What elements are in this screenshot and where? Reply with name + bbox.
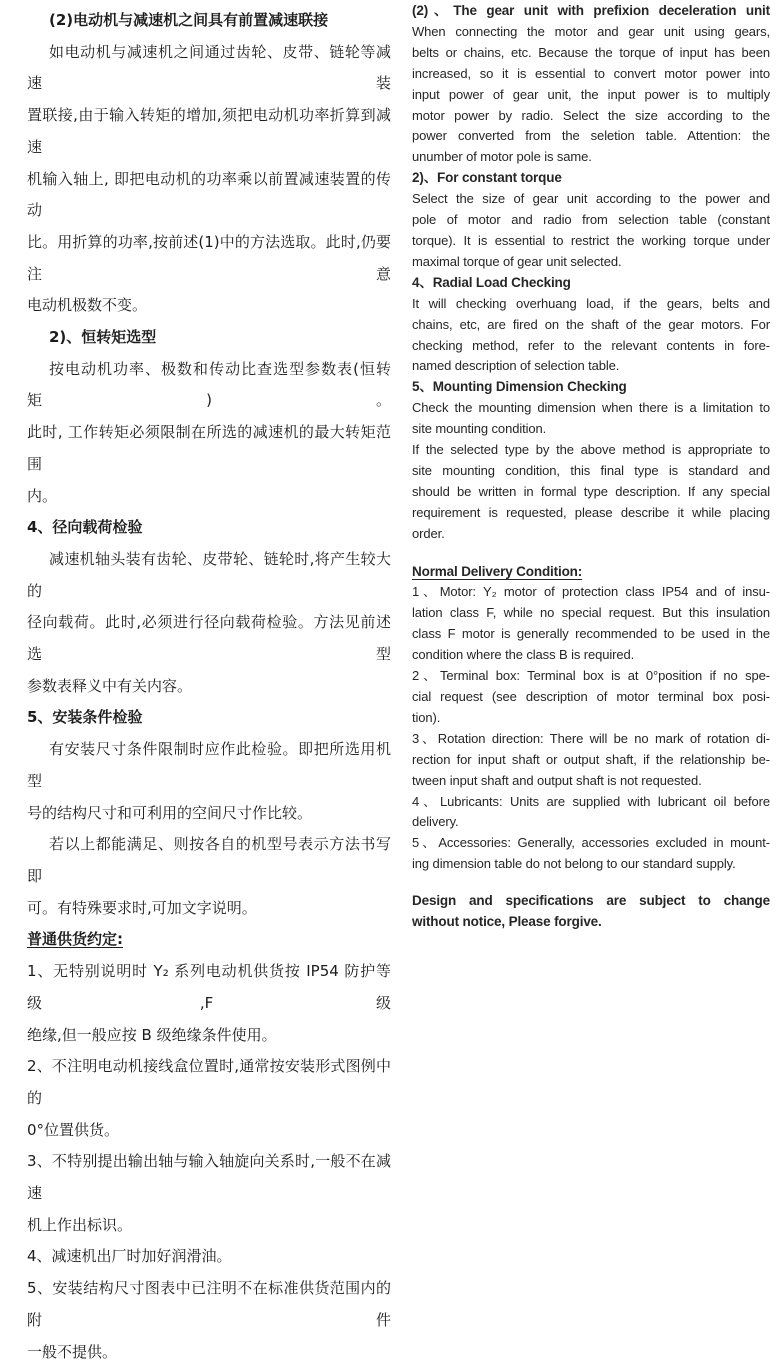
para-mounting-condition-1-cn bbox=[27, 734, 391, 829]
text-line: If the selected type by the above method is appropriate to bbox=[412, 442, 770, 458]
text-line: increased, so it is essential to convert motor power into bbox=[412, 65, 770, 81]
text-line: 若以上都能满足、则按各自的机型号表示方法书写即 bbox=[27, 835, 391, 885]
delivery-item-2-en bbox=[412, 666, 770, 729]
para-prefix-reduction-cn bbox=[27, 37, 391, 322]
text-line: lation class F, while no special request. But this insulation bbox=[412, 605, 770, 621]
text-line: 置联接,由于输入转矩的增加,须把电动机功率折算到减速 bbox=[27, 106, 391, 156]
delivery-item-1-en bbox=[412, 582, 770, 666]
heading-constant-torque-cn: 2)、恒转矩选型 bbox=[49, 328, 157, 347]
text-line: 径向载荷。此时,必须进行径向载荷检验。方法见前述选型 bbox=[27, 613, 391, 664]
text-line: maximal torque of gear unit selected. bbox=[412, 253, 622, 269]
text-line: 1、无特别说明时 Y₂ 系列电动机供货按 IP54 防护等级,F 级 bbox=[27, 962, 391, 1012]
text-line: 可。有特殊要求时,可加文字说明。 bbox=[27, 898, 257, 917]
text-line: pole of motor and radio from selection table (constant bbox=[412, 212, 770, 228]
text-line: torque). It is essential to restrict the working torque under bbox=[412, 232, 770, 248]
text-line: unumber of motor pole is same. bbox=[412, 149, 592, 165]
para-mounting-dimension-2-en bbox=[412, 440, 770, 545]
delivery-item-1-cn bbox=[27, 956, 391, 1051]
heading-normal-delivery-cn: 普通供货约定: bbox=[27, 930, 123, 949]
text-line: 减速机轴头装有齿轮、皮带轮、链轮时,将产生较大的 bbox=[27, 549, 391, 600]
delivery-item-4-en bbox=[412, 792, 770, 834]
text-line: 一般不提供。 bbox=[27, 1342, 118, 1361]
delivery-item-2-cn bbox=[27, 1051, 391, 1146]
para-mounting-dimension-1-en bbox=[412, 398, 770, 440]
text-line: 4、减速机出厂时加好润滑油。 bbox=[27, 1247, 232, 1266]
heading-prefix-reduction-cn: (2)电动机与减速机之间具有前置减速联接 bbox=[49, 11, 329, 29]
para-radial-load-cn bbox=[27, 544, 391, 703]
para-constant-torque-cn bbox=[27, 354, 391, 513]
heading-radial-load-en: 4、Radial Load Checking bbox=[412, 274, 571, 290]
text-line: power converted from the seletion table. Attention: the bbox=[412, 128, 770, 144]
text-line: cial request (see description of motor terminal box posi- bbox=[412, 689, 770, 704]
text-line: 内。 bbox=[27, 486, 58, 505]
delivery-item-4-cn bbox=[27, 1241, 391, 1273]
text-line: 5、Accessories: Generally, accessories excluded in mount- bbox=[412, 835, 770, 851]
text-line: requirement is requested, please describe it while placing bbox=[412, 504, 770, 520]
text-line: Check the mounting dimension when there is a limitation to bbox=[412, 400, 770, 416]
heading-constant-torque-en: 2)、For constant torque bbox=[412, 170, 562, 186]
text-line: 4、Lubricants: Units are supplied with lubricant oil before bbox=[412, 793, 770, 809]
para-constant-torque-en bbox=[412, 189, 770, 273]
delivery-item-5-cn bbox=[27, 1273, 391, 1368]
text-line: rection for input shaft or output shaft, if the relationship be- bbox=[412, 751, 770, 767]
text-line: 3、Rotation direction: There will be no mark of rotation di- bbox=[412, 730, 770, 746]
heading-mounting-condition-cn: 5、安装条件检验 bbox=[27, 708, 143, 727]
text-line: belts or chains, etc. Because the torque of input has been bbox=[412, 44, 770, 60]
text-line: checking method, refer to the relevant contents in fore- bbox=[412, 337, 770, 353]
text-line: 号的结构尺寸和可利用的空间尺寸作比较。 bbox=[27, 803, 313, 822]
text-line: class F motor is generally recommended to be used in the bbox=[412, 626, 770, 642]
text-line: order. bbox=[412, 525, 445, 541]
closing-disclaimer bbox=[412, 891, 770, 933]
text-line: 有安装尺寸条件限制时应作此检验。即把所选用机型 bbox=[27, 740, 391, 790]
heading-mounting-dimension-en: 5、Mounting Dimension Checking bbox=[412, 379, 627, 395]
text-line: tween input shaft and output shaft is not requested. bbox=[412, 772, 702, 788]
para-prefix-reduction-en bbox=[412, 22, 770, 168]
delivery-item-3-en bbox=[412, 729, 770, 792]
text-line: 5、安装结构尺寸图表中已注明不在标准供货范围内的附件 bbox=[27, 1279, 391, 1329]
text-line: chains, etc, are fired on the shaft of the gear motors. For bbox=[412, 316, 770, 332]
text-line: condition where the class B is required. bbox=[412, 647, 635, 663]
text-line: Select the size of gear unit according to the power and bbox=[412, 191, 770, 207]
text-line: 电动机极数不变。 bbox=[27, 296, 148, 315]
text-line: 2、Terminal box: Terminal box is at 0°position if no spe- bbox=[412, 668, 770, 684]
text-line: When connecting the motor and gear unit using gears, bbox=[412, 23, 770, 39]
text-line: input power of gear unit, the input power is to multiply bbox=[412, 86, 770, 102]
text-line: tion). bbox=[412, 709, 441, 725]
text-line: 按电动机功率、极数和传动比查选型参数表(恒转矩)。 bbox=[27, 359, 391, 410]
text-line: 机输入轴上, 即把电动机的功率乘以前置减速装置的传动 bbox=[27, 169, 391, 220]
text-line: 3、不特别提出输出轴与输入轴旋向关系时,一般不在减速 bbox=[27, 1152, 391, 1203]
text-line: 如电动机与减速机之间通过齿轮、皮带、链轮等减速装 bbox=[27, 42, 391, 93]
heading-normal-delivery-en: Normal Delivery Condition: bbox=[412, 563, 583, 579]
text-line: 绝缘,但一般应按 B 级绝缘条件使用。 bbox=[27, 1025, 277, 1044]
delivery-item-5-en bbox=[412, 833, 770, 875]
para-mounting-condition-2-cn bbox=[27, 829, 391, 924]
left-column-chinese bbox=[27, 5, 391, 1368]
text-line: 机上作出标识。 bbox=[27, 1215, 133, 1234]
text-line: 参数表释义中有关内容。 bbox=[27, 676, 193, 695]
text-line: It will checking overhuang load, if the gears, belts and bbox=[412, 295, 770, 311]
text-line: site mounting condition, this final type is standard and bbox=[412, 462, 770, 478]
heading-radial-load-cn: 4、径向载荷检验 bbox=[27, 518, 143, 537]
text-line: delivery. bbox=[412, 814, 459, 830]
text-line: 2、不注明电动机接线盒位置时,通常按安装形式图例中的 bbox=[27, 1057, 391, 1107]
text-line: 1、Motor: Y₂ motor of protection class IP54 and of insu- bbox=[412, 584, 770, 600]
delivery-item-3-cn bbox=[27, 1146, 391, 1241]
text-line: Design and specifications are subject to change bbox=[412, 893, 770, 909]
text-line: named description of selection table. bbox=[412, 358, 620, 374]
text-line: site mounting condition. bbox=[412, 421, 547, 437]
right-column-english bbox=[412, 1, 770, 933]
text-line: should be written in formal type description. If any special bbox=[412, 483, 770, 499]
text-line: without notice, Please forgive. bbox=[412, 914, 602, 930]
text-line: 此时, 工作转矩必须限制在所选的减速机的最大转矩范围 bbox=[27, 423, 391, 473]
text-line: ing dimension table do not belong to our standard supply. bbox=[412, 856, 736, 872]
text-line: 0°位置供货。 bbox=[27, 1120, 120, 1139]
para-radial-load-en bbox=[412, 294, 770, 378]
text-line: 比。用折算的功率,按前述(1)中的方法选取。此时,仍要注意 bbox=[27, 232, 391, 283]
heading-prefix-reduction-en: (2)、The gear unit with prefixion deceleration unit bbox=[412, 3, 770, 18]
text-line: motor power by radio. Select the size according to the bbox=[412, 107, 770, 123]
